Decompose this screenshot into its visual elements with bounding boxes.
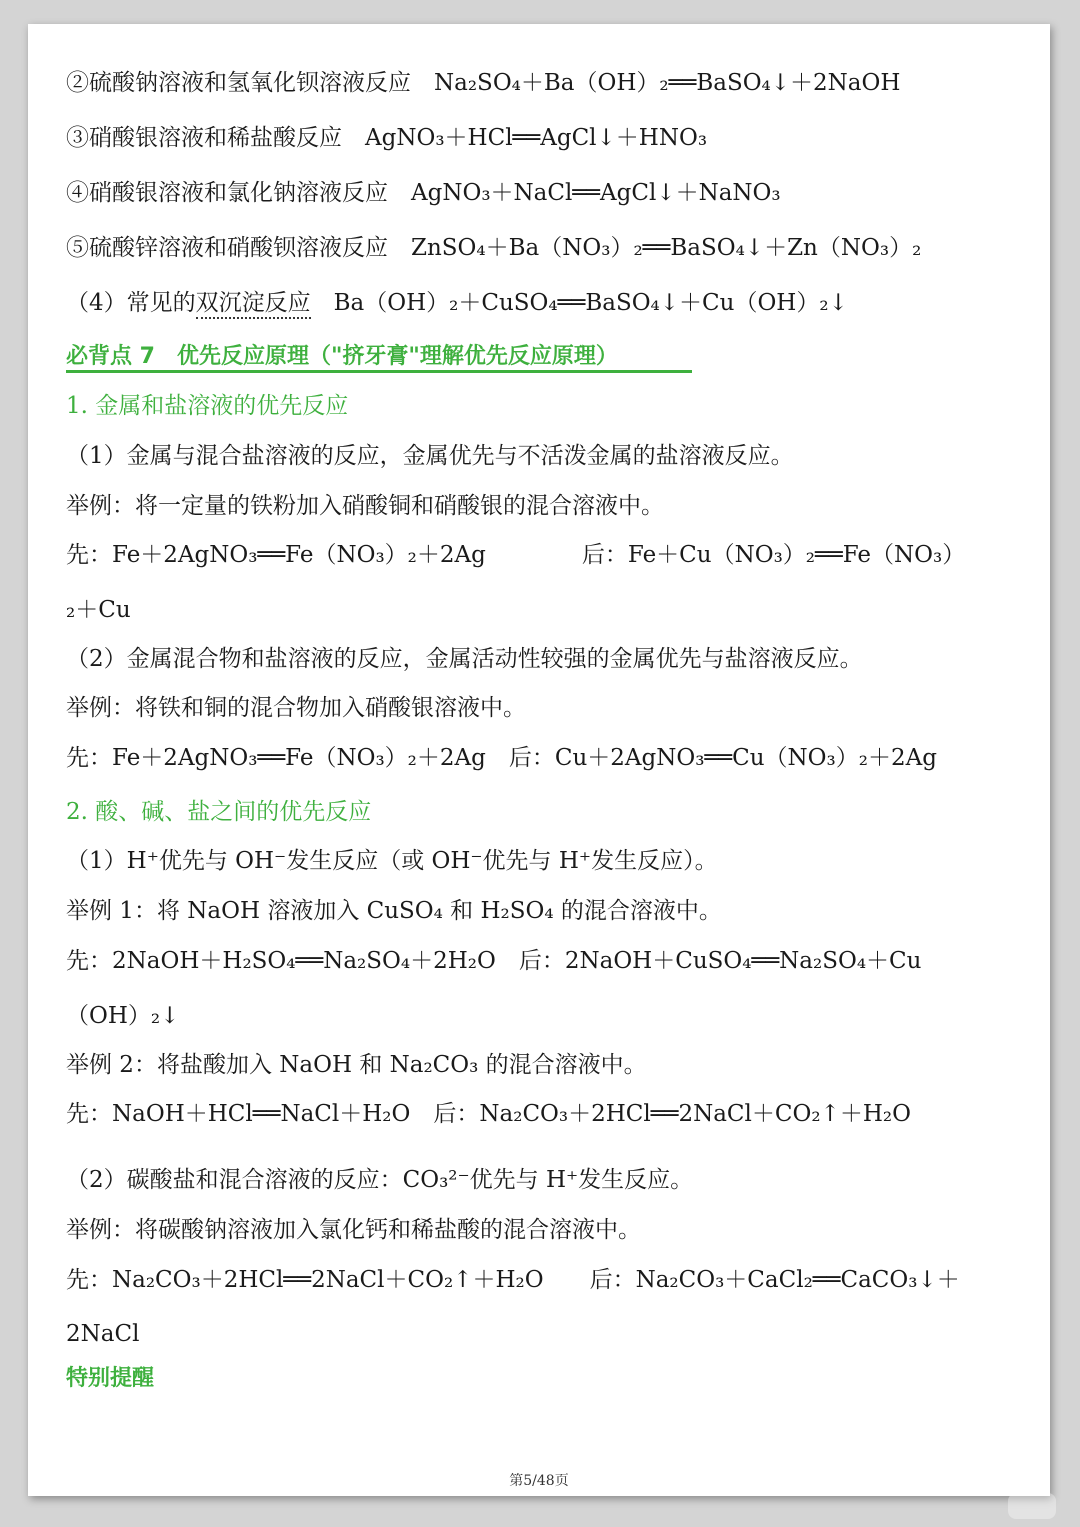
example-1-naoh: 举例 1：将 NaOH 溶液加入 CuSO₄ 和 H₂SO₄ 的混合溶液中。: [66, 898, 722, 924]
example-carbonate-first: 先：Na₂CO₃＋2HCl══2NaCl＋CO₂↑＋H₂O: [66, 1267, 544, 1293]
example-2-equations: 先：NaOH＋HCl══NaCl＋H₂O 后：Na₂CO₃＋2HCl══2NaCl＋CO₂↑＋H₂O: [66, 1101, 911, 1127]
watermark-badge: [1008, 1493, 1056, 1519]
example-carbonate-equations: [66, 1265, 960, 1295]
example-iron-equations: [66, 540, 965, 570]
double-precipitate-term: 双沉淀反应: [196, 290, 311, 319]
paragraph-metal-mixture-salt: （2）金属混合物和盐溶液的反应，金属活动性较强的金属优先与盐溶液反应。: [66, 646, 863, 672]
subsection-acid-base-salt: 2. 酸、碱、盐之间的优先反应: [66, 799, 372, 825]
section-heading-7: 必背点 7 优先反应原理（"挤牙膏"理解优先反应原理）: [66, 344, 618, 369]
equation-sodium-sulfate-barium-hydroxide: ②硫酸钠溶液和氢氧化钡溶液反应 Na₂SO₄＋Ba（OH）₂══BaSO₄↓＋2NaOH: [66, 70, 901, 96]
equation-silver-nitrate-sodium-chloride: ④硝酸银溶液和氯化钠溶液反应 AgNO₃＋NaCl══AgCl↓＋NaNO₃: [66, 180, 781, 206]
example-iron-first: 先：Fe＋2AgNO₃══Fe（NO₃）₂＋2Ag: [66, 542, 486, 568]
section-heading-underline: [66, 370, 692, 373]
equation-zinc-sulfate-barium-nitrate: ⑤硫酸锌溶液和硝酸钡溶液反应 ZnSO₄＋Ba（NO₃）₂══BaSO₄↓＋Zn（NO₃）₂: [66, 235, 922, 261]
double-precipitate-line: [66, 288, 848, 318]
example-iron-second-continued: ₂＋Cu: [66, 597, 131, 623]
page-number: 第5/48页: [509, 1473, 569, 1489]
double-precipitate-prefix: （4）常见的: [66, 290, 196, 316]
example-iron-copper-equations: 先：Fe＋2AgNO₃══Fe（NO₃）₂＋2Ag 后：Cu＋2AgNO₃══Cu（NO₃）₂＋2Ag: [66, 745, 937, 771]
example-carbonate-continued: 2NaCl: [66, 1321, 140, 1347]
example-1-equation-continued: （OH）₂↓: [66, 1003, 180, 1029]
special-reminder-heading: 特别提醒: [66, 1366, 155, 1391]
double-precipitate-equation: Ba（OH）₂＋CuSO₄══BaSO₄↓＋Cu（OH）₂↓: [310, 290, 848, 316]
example-2-hydrochloric-acid: 举例 2：将盐酸加入 NaOH 和 Na₂CO₃ 的混合溶液中。: [66, 1052, 647, 1078]
example-carbonate-second: 后：Na₂CO₃＋CaCl₂══CaCO₃↓＋: [589, 1267, 960, 1293]
paragraph-metal-mixed-salt: （1）金属与混合盐溶液的反应，金属优先与不活泼金属的盐溶液反应。: [66, 443, 794, 469]
example-sodium-carbonate: 举例：将碳酸钠溶液加入氯化钙和稀盐酸的混合溶液中。: [66, 1217, 641, 1243]
document-page: [28, 24, 1050, 1496]
example-iron-powder: 举例：将一定量的铁粉加入硝酸铜和硝酸银的混合溶液中。: [66, 493, 664, 519]
example-1-equations: 先：2NaOH＋H₂SO₄══Na₂SO₄＋2H₂O 后：2NaOH＋CuSO₄══Na₂SO₄＋Cu: [66, 948, 922, 974]
paragraph-h-oh-priority: （1）H⁺优先与 OH⁻发生反应（或 OH⁻优先与 H⁺发生反应）。: [66, 848, 718, 874]
paragraph-carbonate-priority: （2）碳酸盐和混合溶液的反应：CO₃²⁻优先与 H⁺发生反应。: [66, 1167, 694, 1193]
example-iron-second: 后：Fe＋Cu（NO₃）₂══Fe（NO₃）: [581, 542, 966, 568]
example-iron-copper-mixture: 举例：将铁和铜的混合物加入硝酸银溶液中。: [66, 695, 526, 721]
equation-silver-nitrate-hydrochloric-acid: ③硝酸银溶液和稀盐酸反应 AgNO₃＋HCl══AgCl↓＋HNO₃: [66, 125, 708, 151]
subsection-metal-salt: 1. 金属和盐溶液的优先反应: [66, 393, 349, 419]
